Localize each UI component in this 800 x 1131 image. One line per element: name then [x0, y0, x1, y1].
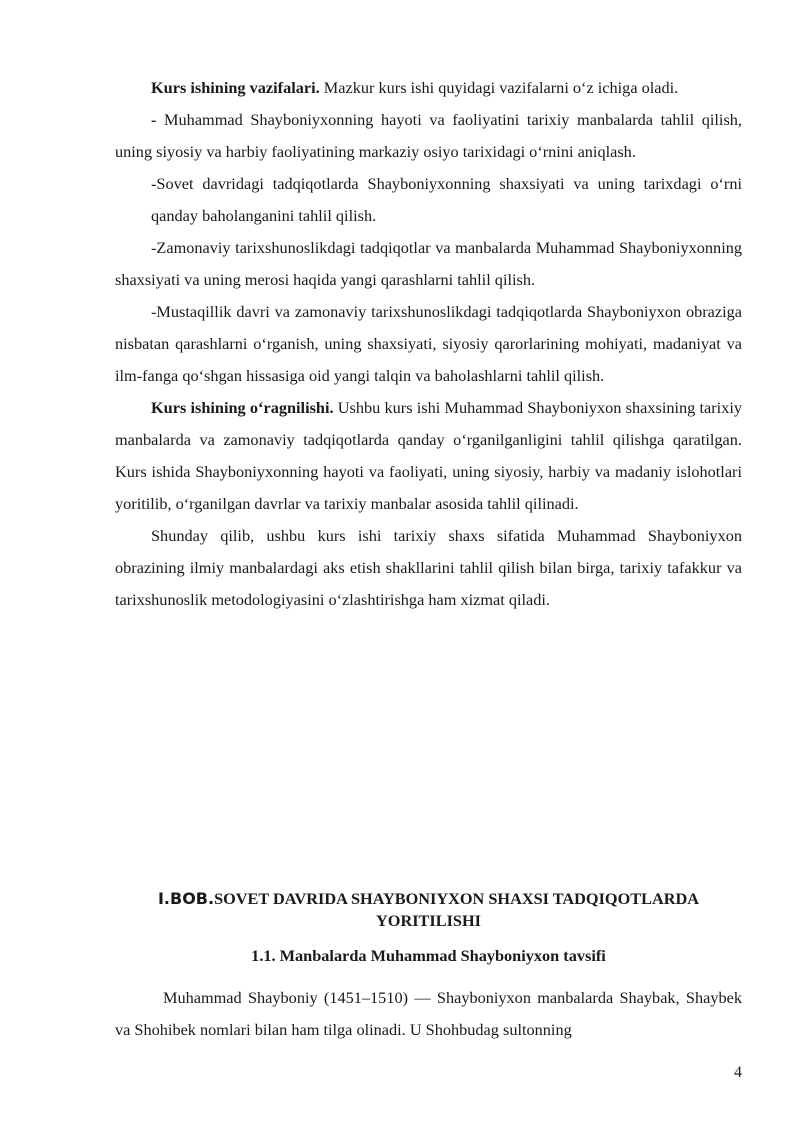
- tasks-heading: Kurs ishining vazifalari.: [151, 78, 320, 97]
- chapter-prefix: I.BOB.: [157, 889, 215, 908]
- chapter-title: SOVET DAVRIDA SHAYBONIYXON SHAXSI TADQIQOTLARDA YORITILISHI: [214, 889, 700, 930]
- page-number: 4: [734, 1064, 742, 1081]
- section-body: [115, 982, 742, 1046]
- section-paragraph: Muhammad Shayboniy (1451–1510) — Shayboniyxon manbalarda Shaybak, Shaybek va Shohibek nomlari bilan ham tilga olinadi. U Shohbudag sultonning: [115, 988, 742, 1039]
- task-item-2: -Sovet davridagi tadqiqotlarda Shayboniyxonning shaxsiyati va uning tarixdagi o‘rni qanday baholanganini tahlil qilish.: [151, 174, 742, 225]
- tasks-paragraph: [115, 72, 742, 104]
- study-paragraph: [115, 392, 742, 520]
- document-body: [115, 72, 742, 616]
- task-item-1: [115, 104, 742, 168]
- task-item-3: -Zamonaviy tarixshunoslikdagi tadqiqotlar va manbalarda Muhammad Shayboniyxonning shaxsiyati va uning merosi haqida yangi qarashlarni tahlil qilish.: [115, 238, 742, 289]
- conclusion-paragraph: Shunday qilib, ushbu kurs ishi tarixiy shaxs sifatida Muhammad Shayboniyxon obrazining ilmiy manbalardagi aks etish shakllarini tahlil qilish bilan birga, tarixiy tafakkur va tarixshunoslik metodologiyasini o‘zlashtirishga ham xizmat qiladi.: [115, 526, 742, 609]
- tasks-intro: Mazkur kurs ishi quyidagi vazifalarni o‘z ichiga oladi.: [319, 78, 679, 97]
- section-heading: 1.1. Manbalarda Muhammad Shayboniyxon tavsifi: [251, 946, 606, 965]
- task-1-dash: -: [151, 110, 157, 129]
- task-item-4: -Mustaqillik davri va zamonaviy tarixshunoslikdagi tadqiqotlarda Shayboniyxon obraziga nisbatan qarashlarni o‘rganish, uning shaxsiyati, siyosiy qarorlarining mohiyati, madaniyat va ilm-fanga qo‘shgan hissasiga oid yangi talqin va baholashlarni tahlil qilish.: [115, 302, 742, 385]
- chapter-heading: [115, 888, 742, 932]
- study-heading: Kurs ishining o‘ragnilishi.: [151, 398, 334, 417]
- study-text: Ushbu kurs ishi Muhammad Shayboniyxon shaxsining tarixiy manbalarda va zamonaviy tadqiqotlarda qanday o‘rganilganligini tahlil qilishga qaratilgan. Kurs ishida Shayboniyxonning hayoti va faoliyati, uning siyosiy, harbiy va madaniy islohotlari yoritilib, o‘rganilgan davrlar va tarixiy manbalar asosida tahlil qilinadi.: [115, 398, 742, 513]
- task-1-text: Muhammad Shayboniyxonning hayoti va faoliyatini tarixiy manbalarda tahlil qilish, uning siyosiy va harbiy faoliyatining markaziy osiyo tarixidagi o‘rnini aniqlash.: [115, 110, 742, 161]
